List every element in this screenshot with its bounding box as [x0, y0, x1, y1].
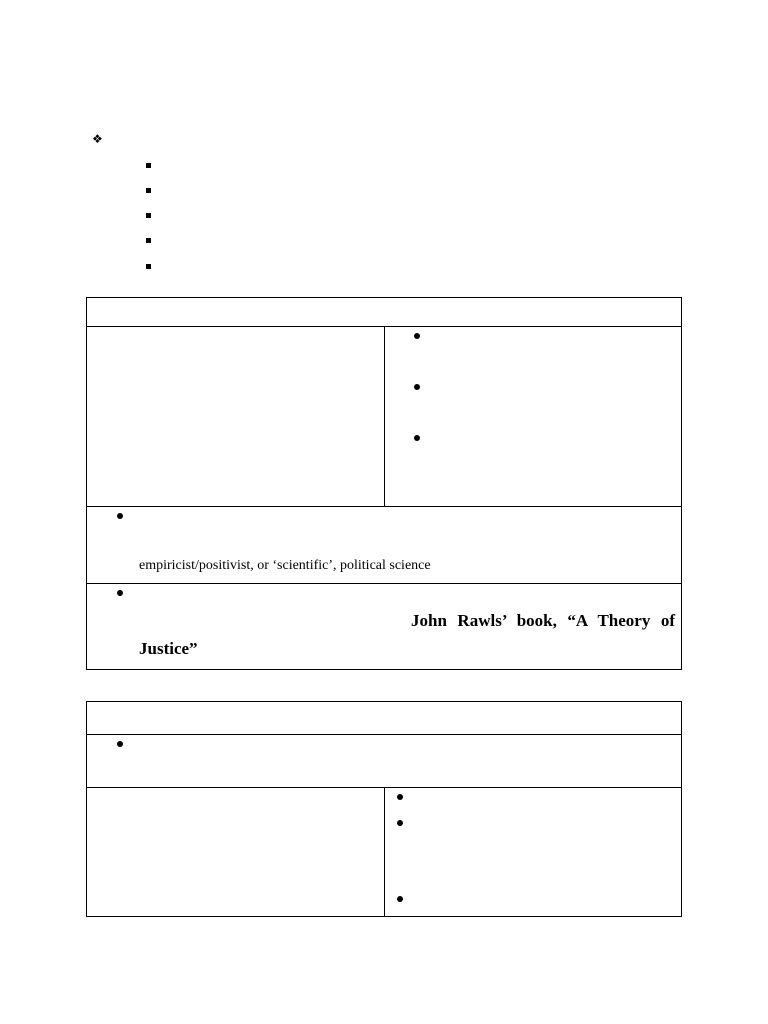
bullet-icon: [117, 741, 123, 747]
bullet-icon: [414, 435, 420, 441]
rawls-book-reference: John Rawls’ book, “A Theory of: [411, 611, 675, 630]
square-bullet-icon: [146, 238, 151, 243]
table-1-column-divider: [384, 326, 385, 507]
square-bullet-icon: [146, 264, 151, 269]
square-bullet-icon: [146, 188, 151, 193]
square-bullet-icon: [146, 213, 151, 218]
bullet-icon: [397, 794, 403, 800]
table-2-row-divider: [86, 734, 682, 735]
bullet-icon: [397, 896, 403, 902]
table-1-row-divider: [86, 583, 682, 584]
bullet-icon: [397, 820, 403, 826]
bullet-icon: [117, 513, 123, 519]
row-text-empiricist: empiricist/positivist, or ‘scientific’, political science: [139, 558, 431, 573]
bullet-icon: [414, 384, 420, 390]
diamond-cluster-icon: ❖: [92, 132, 103, 146]
square-bullet-icon: [146, 163, 151, 168]
bullet-icon: [414, 333, 420, 339]
table-2-column-divider: [384, 787, 385, 917]
bullet-icon: [117, 590, 123, 596]
rawls-book-reference-continued: Justice”: [139, 639, 198, 658]
